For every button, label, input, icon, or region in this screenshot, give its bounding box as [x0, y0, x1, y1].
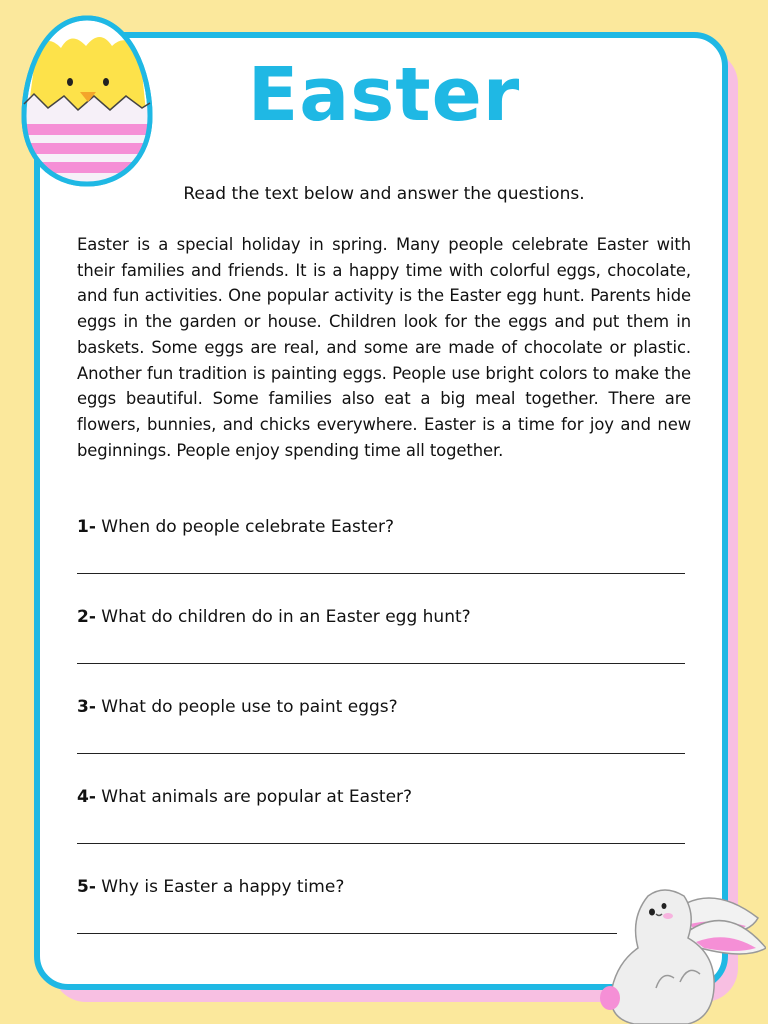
question-text: When do people celebrate Easter? [101, 517, 395, 537]
question-number: 5- [77, 877, 96, 897]
question-number: 3- [77, 697, 96, 717]
answer-line-5[interactable] [77, 933, 617, 934]
bunny-cheek [663, 913, 673, 919]
question-text: What do children do in an Easter egg hunt? [101, 607, 471, 627]
egg-stripe [16, 143, 158, 154]
question-text: Why is Easter a happy time? [101, 877, 345, 897]
bunny-eye [649, 909, 655, 916]
question-4 [77, 785, 697, 809]
bunny-tail [600, 986, 620, 1010]
question-3 [77, 695, 697, 719]
reading-passage: Easter is a special holiday in spring. Many people celebrate Easter with their families and friends. It is a happy time with colorful eggs, chocolate, and fun activities. One popular activity is the Easter egg hunt. Parents hide eggs in the garden or house. Children look for the eggs and put them in baskets. Some eggs are real, and some are made of chocolate or plastic. Another fun tradition is painting eggs. People use bright colors to make the eggs beautiful. Some families also eat a big meal together. There are flowers, bunnies, and chicks everywhere. Easter is a time for joy and new beginnings. People enjoy spending time all together. [77, 235, 691, 460]
question-2 [77, 605, 697, 629]
question-text: What do people use to paint eggs? [101, 697, 398, 717]
answer-line-1[interactable] [77, 573, 685, 574]
bunny-icon [596, 878, 766, 1024]
question-number: 4- [77, 787, 96, 807]
instructions-text: Read the text below and answer the questions. [183, 184, 585, 204]
answer-line-4[interactable] [77, 843, 685, 844]
bunny-eye [662, 903, 667, 909]
page-title: Easter [247, 52, 521, 138]
question-1 [77, 515, 697, 539]
answer-line-2[interactable] [77, 663, 685, 664]
question-number: 1- [77, 517, 96, 537]
answer-line-3[interactable] [77, 753, 685, 754]
question-text: What animals are popular at Easter? [101, 787, 413, 807]
question-number: 2- [77, 607, 96, 627]
